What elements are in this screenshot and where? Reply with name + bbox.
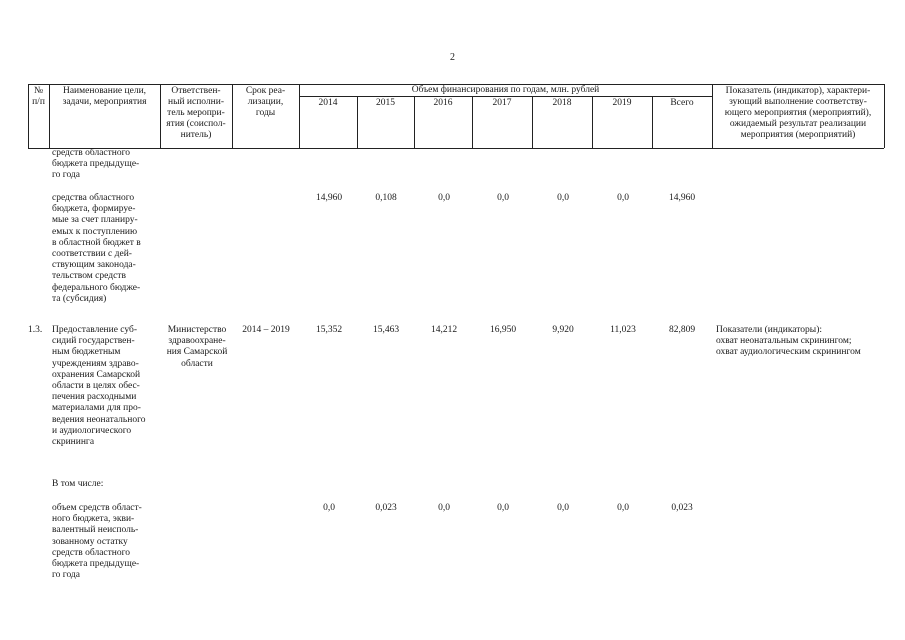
- header-indicator: Показатель (индикатор), характери- зующий выполнение соответству- ющего мероприятия (мероприятий), ожидаемый результат реализации мероприятия (мероприятий): [724, 86, 872, 140]
- header-responsible: Ответствен- ный исполни- тель меропри- ятия (соиспол- нитель): [166, 86, 226, 140]
- row-2-value-2019: 11,023: [610, 325, 636, 335]
- row-4-value-2015: 0,023: [375, 503, 397, 513]
- row-2-responsible: Министерство здравоохране- ния Самарской области: [166, 325, 228, 369]
- row-1-value-2016: 0,0: [438, 193, 450, 203]
- row-2-num: 1.3.: [28, 325, 43, 335]
- row-2-value-2015: 15,463: [372, 325, 400, 335]
- header-funding-title: Объем финансирования по годам, млн. рублей: [411, 85, 600, 95]
- row-1-value-2018: 0,0: [557, 193, 569, 203]
- row-4-value-2016: 0,0: [438, 503, 450, 513]
- row-4-value-2017: 0,0: [497, 503, 509, 513]
- row-2-term: 2014 – 2019: [242, 325, 290, 335]
- row-3-name: В том числе:: [52, 479, 104, 489]
- page-number: 2: [450, 52, 455, 63]
- row-1-value-2017: 0,0: [497, 193, 509, 203]
- row-4-value-2018: 0,0: [557, 503, 569, 513]
- row-2-value-2014: 15,352: [315, 325, 343, 335]
- row-4-value-2014: 0,0: [323, 503, 335, 513]
- header-year-2018: 2018: [552, 98, 572, 108]
- header-year-2014: 2014: [318, 98, 338, 108]
- row-1-value-2015: 0,108: [375, 193, 397, 203]
- header-total: Всего: [670, 98, 694, 108]
- row-2-value-2017: 16,950: [489, 325, 517, 335]
- row-1-value-total: 14,960: [668, 193, 696, 203]
- row-0-name: средств областного бюджета предыдуще- го года: [52, 148, 140, 181]
- header-year-2019: 2019: [612, 98, 632, 108]
- row-4-name: объем средств област- ного бюджета, экви- валентный неисполь- зованному остатку средств областного бюджета предыдуще- го года: [52, 503, 142, 581]
- header-year-2016: 2016: [433, 98, 453, 108]
- row-1-value-2019: 0,0: [617, 193, 629, 203]
- header-year-2017: 2017: [492, 98, 512, 108]
- row-2-value-2018: 9,920: [552, 325, 574, 335]
- header-term: Срок реа- лизации, годы: [245, 86, 286, 118]
- col-divider: [884, 84, 885, 148]
- header-num: № п/п: [32, 86, 45, 107]
- table-header: [28, 84, 884, 148]
- row-1-value-2014: 14,960: [315, 193, 343, 203]
- header-year-2015: 2015: [376, 98, 395, 108]
- row-4-value-total: 0,023: [671, 503, 693, 513]
- row-2-indicator: Показатели (индикаторы): охват неонатальным скринингом; охват аудиологическим скринингом: [716, 325, 861, 358]
- row-1-name: средства областного бюджета, формируе- мые за счет планиру- емых к поступлению в областной бюджет в соответствии с дей- ствующим законода- тельством средств федерального бюдже- та (субсидия): [52, 193, 141, 304]
- row-2-name: Предоставление суб- сидий государствен- ным бюджетным учреждениям здраво- охранения Самарской области в целях обес- печения расходными материалами для про- ведения неонатального и аудиологического скрининга: [52, 325, 146, 448]
- header-bottom-rule: [28, 148, 884, 149]
- row-2-value-2016: 14,212: [430, 325, 458, 335]
- row-4-value-2019: 0,0: [617, 503, 629, 513]
- header-name: Наименование цели, задачи, мероприятия: [62, 86, 147, 107]
- header-funding-rule: [299, 96, 712, 97]
- row-2-value-total: 82,809: [668, 325, 696, 335]
